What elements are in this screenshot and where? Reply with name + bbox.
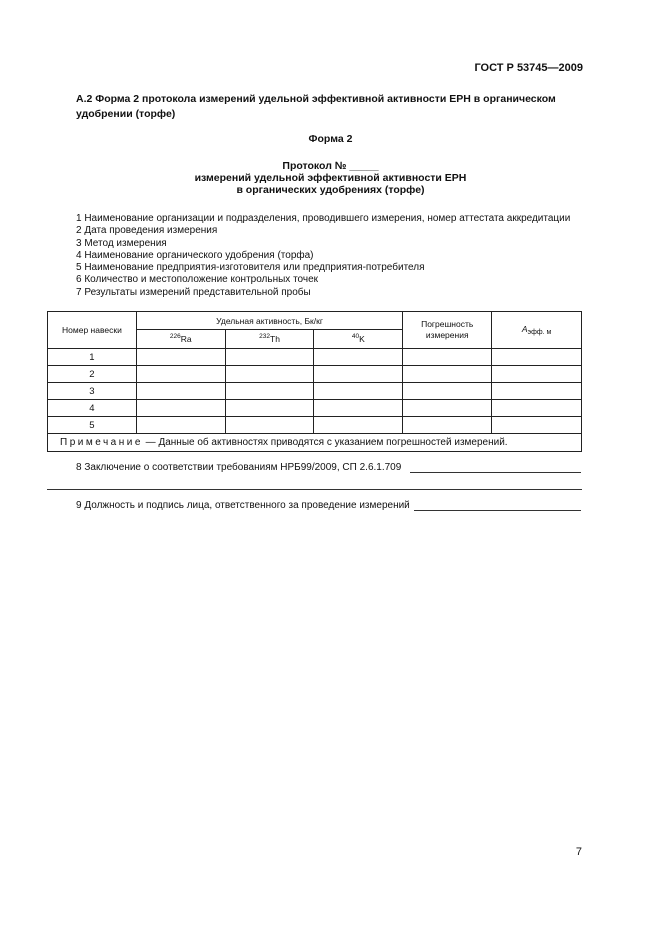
- note-text: — Данные об активностях приводятся с указанием погрешностей измерений.: [142, 437, 508, 448]
- document-code: ГОСТ Р 53745—2009: [474, 62, 583, 74]
- table-cell: [492, 383, 582, 400]
- note-label: Примечание: [60, 437, 143, 448]
- responsible-person-label: 9 Должность и подпись лица, ответственного за проведение измерений: [76, 500, 410, 511]
- protocol-title-line-1: Протокол № _____: [282, 160, 379, 172]
- list-item: 1 Наименование организации и подразделения, проводившего измерения, номер аттестата аккредитации: [76, 213, 571, 224]
- table-row: [48, 400, 582, 417]
- table-cell: [403, 366, 492, 383]
- table-cell: [492, 349, 582, 366]
- table-row: [48, 417, 582, 434]
- protocol-title: [0, 160, 661, 196]
- table-cell: [314, 366, 403, 383]
- header-th-232: [225, 330, 314, 349]
- list-item: 7 Результаты измерений представительной пробы: [76, 286, 311, 298]
- table-cell: [492, 417, 582, 434]
- protocol-items-list: [76, 213, 596, 299]
- header-sample-number: Номер навески: [48, 312, 137, 349]
- list-item: 6 Количество и местоположение контрольных точек: [76, 274, 319, 286]
- list-item: 3 Метод измерения: [76, 237, 167, 249]
- header-error-line-2: измерения: [425, 330, 469, 340]
- header-k-40: [314, 330, 403, 349]
- protocol-title-line-2: измерений удельной эффективной активности ЕРН: [194, 172, 467, 184]
- header-error-line-1: Погрешность: [421, 319, 474, 329]
- list-item: 2 Дата проведения измерения: [76, 225, 218, 237]
- signature-blank-line[interactable]: [414, 510, 581, 511]
- table-cell: [314, 417, 403, 434]
- header-measurement-error: [403, 312, 492, 349]
- k-symbol: K: [359, 334, 365, 344]
- conclusion-label: 8 Заключение о соответствии требованиям НРБ99/2009, СП 2.6.1.709: [76, 462, 402, 473]
- ra-mass-number: 226: [169, 333, 181, 341]
- row-number: 3: [48, 383, 137, 400]
- row-number: 1: [48, 349, 137, 366]
- table-cell: [314, 383, 403, 400]
- protocol-title-line-3: в органических удобрениях (торфе): [236, 184, 425, 196]
- table-cell: [225, 366, 314, 383]
- row-number: 2: [48, 366, 137, 383]
- table-cell: [403, 400, 492, 417]
- table-note: [48, 434, 582, 452]
- results-table: [47, 311, 582, 452]
- k-mass-number: 40: [351, 333, 360, 341]
- table-cell: [225, 400, 314, 417]
- table-row: [48, 383, 582, 400]
- header-ra-226: [136, 330, 225, 349]
- table-cell: [225, 417, 314, 434]
- table-row: [48, 366, 582, 383]
- page-number: 7: [575, 846, 582, 858]
- header-effective-activity: [492, 312, 582, 349]
- th-symbol: Th: [270, 334, 280, 344]
- table-cell: [314, 349, 403, 366]
- table-cell: [403, 383, 492, 400]
- row-number: 5: [48, 417, 137, 434]
- table-note-row: [48, 434, 582, 452]
- table-cell: [492, 366, 582, 383]
- table-cell: [136, 366, 225, 383]
- form-title: Форма 2: [308, 133, 353, 145]
- list-item: 5 Наименование предприятия-изготовителя или предприятия-потребителя: [76, 262, 425, 274]
- table-cell: [403, 349, 492, 366]
- table-cell: [314, 400, 403, 417]
- aeff-symbol: A: [521, 324, 528, 334]
- conclusion-continuation-line[interactable]: [47, 489, 582, 490]
- conclusion-blank-line[interactable]: [410, 472, 581, 473]
- table-cell: [136, 400, 225, 417]
- section-heading: А.2 Форма 2 протокола измерений удельной эффективной активности ЕРН в органическом удобрении (торфе): [76, 93, 556, 120]
- table-cell: [136, 417, 225, 434]
- row-number: 4: [48, 400, 137, 417]
- aeff-subscript: эфф. м: [527, 329, 552, 336]
- table-cell: [403, 417, 492, 434]
- table-cell: [136, 383, 225, 400]
- header-specific-activity: Удельная активность, Бк/кг: [136, 312, 402, 330]
- th-mass-number: 232: [259, 333, 271, 341]
- table-cell: [492, 400, 582, 417]
- ra-symbol: Ra: [180, 334, 192, 344]
- table-row: [48, 349, 582, 366]
- list-item: 4 Наименование органического удобрения (торфа): [76, 249, 314, 261]
- table-cell: [225, 349, 314, 366]
- table-cell: [225, 383, 314, 400]
- table-cell: [136, 349, 225, 366]
